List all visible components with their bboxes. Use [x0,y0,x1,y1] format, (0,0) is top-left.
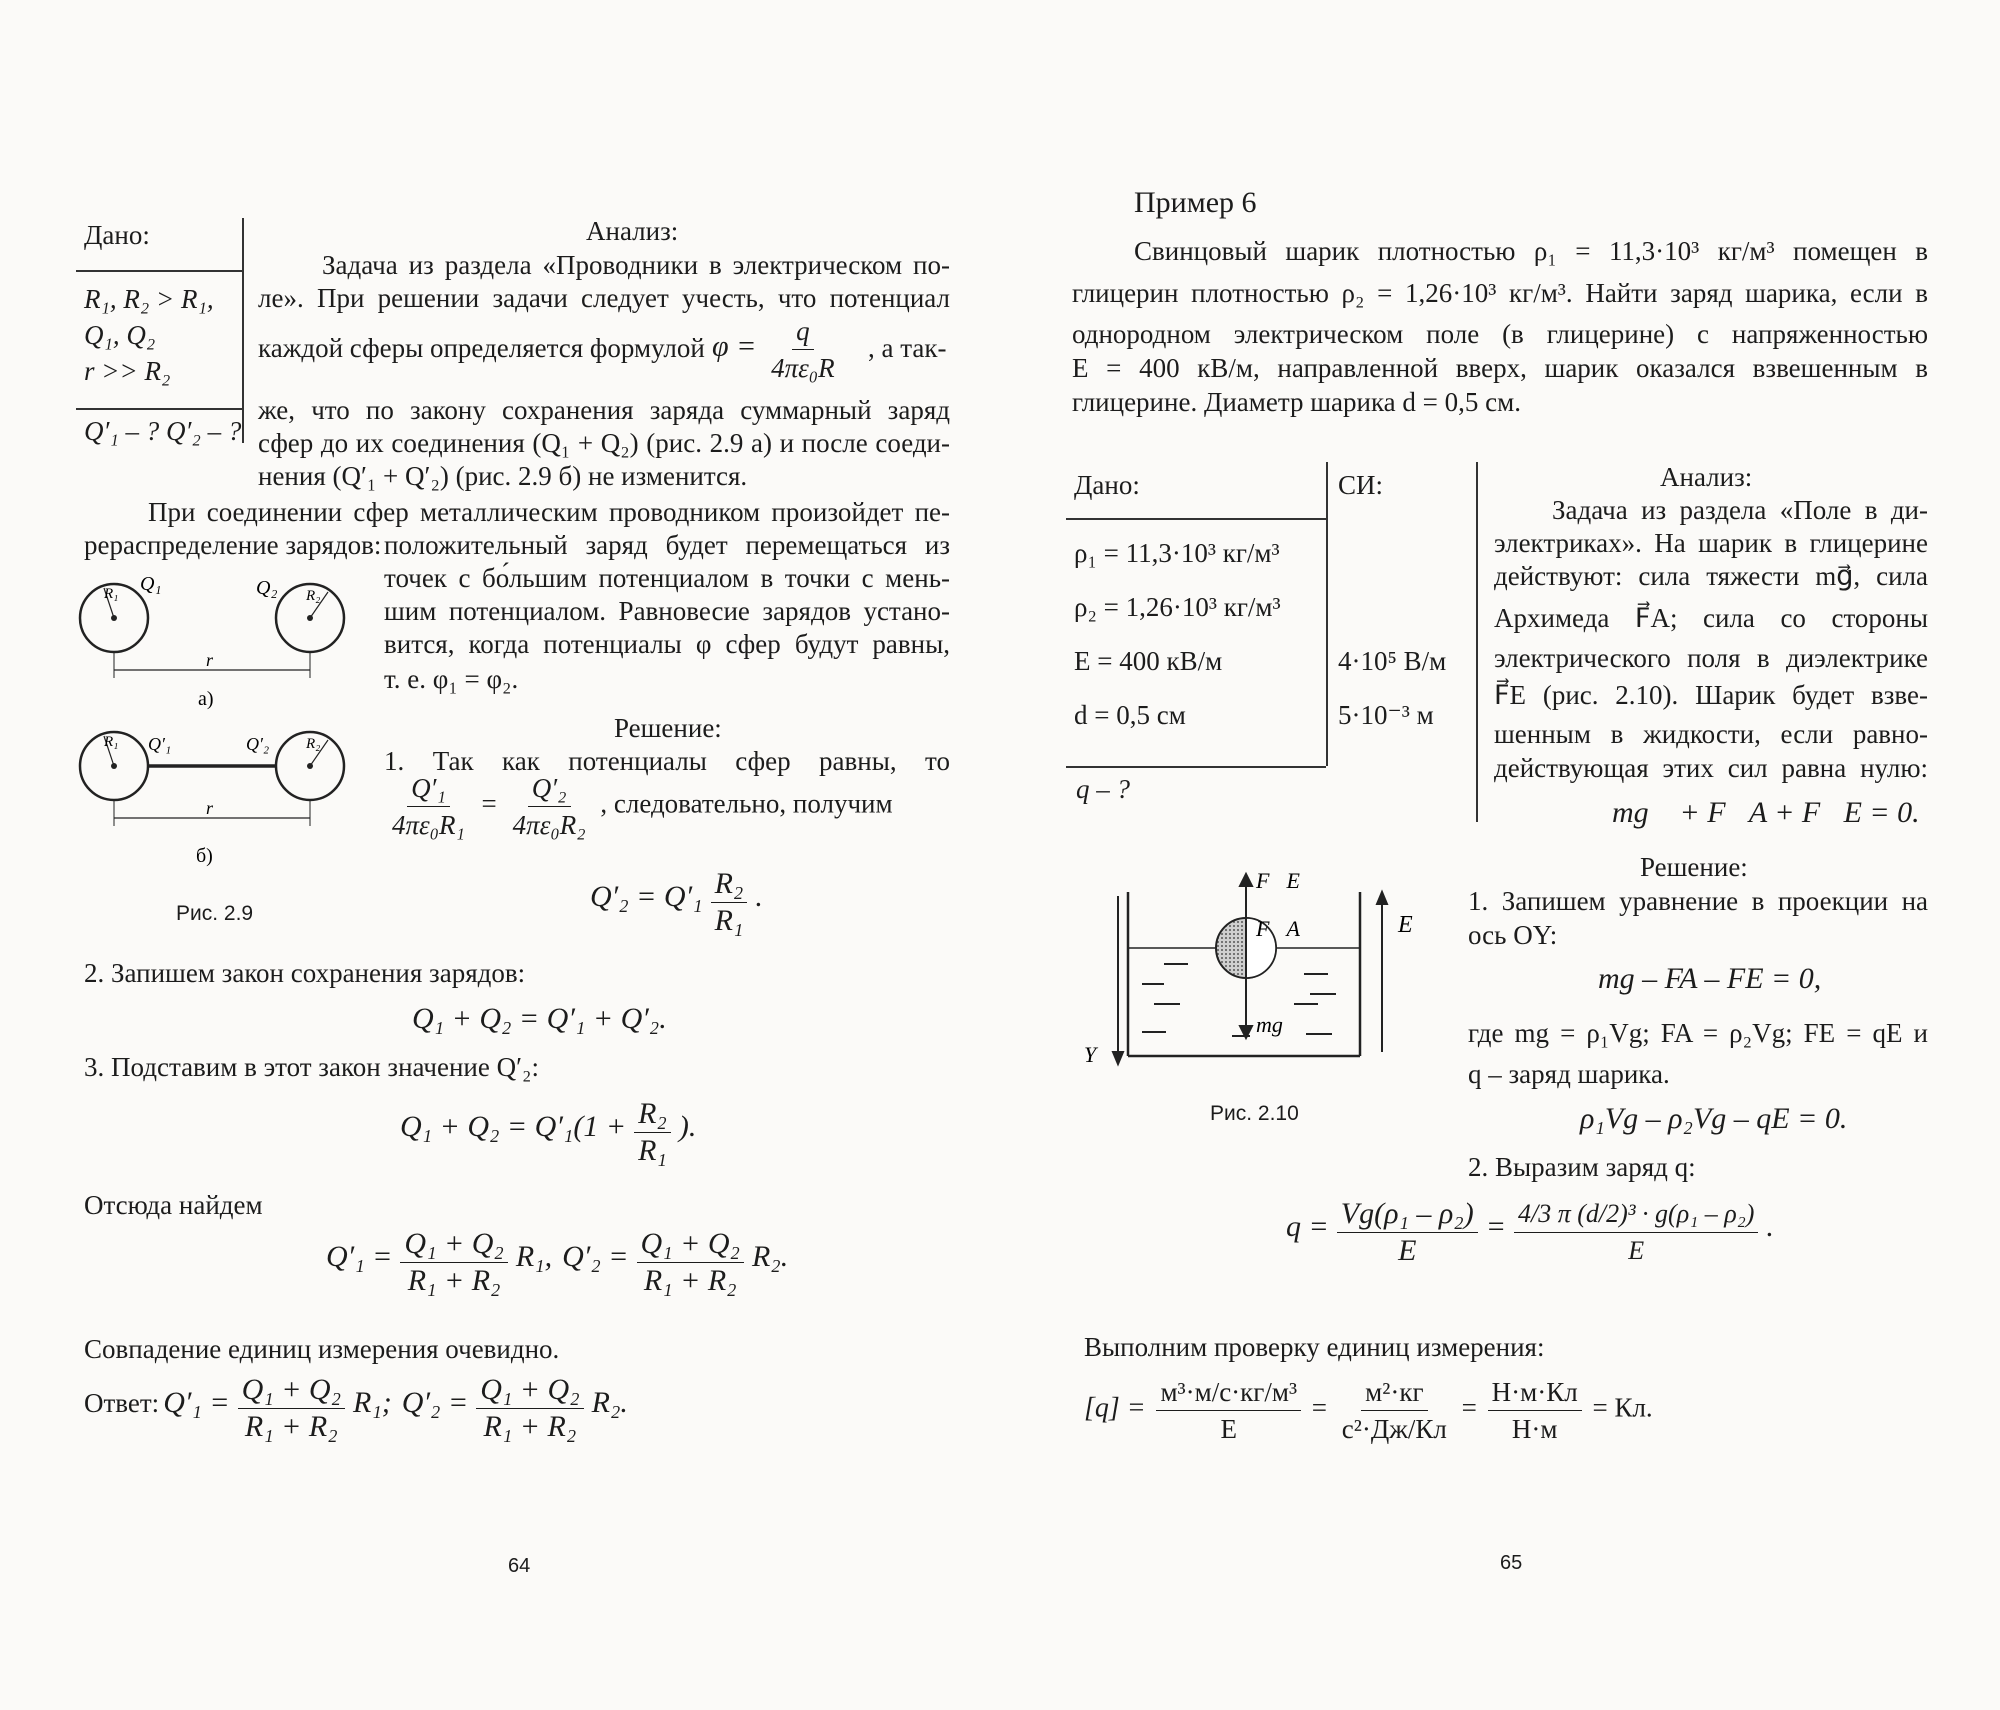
given-table-rule [1066,518,1326,520]
units-note: Совпадение единиц измерения очевидно. [84,1334,560,1364]
si-value: 4·10⁵ В/м [1338,646,1447,676]
step1-line: 1. Запишем уравнение в проекции на [1468,886,1928,916]
fig-label-mg: mg⃗ [1256,1012,1300,1037]
fig-label-r: r [206,798,214,818]
analysis-line: нения (Q′₁ + Q′₂) (рис. 2.9 б) не изменится. [258,461,748,491]
step2-text: 2. Выразим заряд q: [1468,1152,1696,1182]
fig-label-r: r [206,650,214,670]
where-line: q – заряд шарика. [1468,1059,1670,1089]
analysis-line: Задача из раздела «Поле в ди- [1552,495,1928,525]
analysis-line: действуют: сила тяжести mg⃗, сила [1494,561,1928,591]
analysis-title: Анализ: [1660,462,1753,492]
analysis-line: шенным в жидкости, если равно- [1494,719,1928,749]
paragraph-line: положительный заряд будет перемещаться из [384,530,950,560]
page-number: 65 [1500,1552,1523,1574]
fig-label-FE: F⃗E [1256,868,1300,893]
figure-2-9 [70,570,370,920]
step2-text: 2. Запишем закон сохранения зарядов: [84,958,526,988]
phi-formula: φ = $\frac{q}{\text{4πε₀R}}$ [712,313,843,386]
balance-equation: ρ₁Vg – ρ₂Vg – qE = 0. [1580,1102,1848,1135]
analysis-line: каждой сферы определяется формулой [258,333,705,363]
analysis-line: же, что по закону сохранения заряда суммарный заряд [258,395,950,425]
solution-title: Решение: [614,713,722,743]
given-row: E = 400 кВ/м [1074,646,1223,676]
paragraph-line: т. е. φ₁ = φ₂. [384,664,519,694]
given-header: Дано: [84,220,150,250]
projection-equation: mg – FA – FE = 0, [1598,962,1822,995]
analysis-line: действующая этих сил равна нулю: [1494,753,1928,783]
unknown-quantity: q – ? [1076,774,1130,804]
fig-label-Y: Y [1084,1042,1097,1067]
figure-caption: Рис. 2.9 [176,902,254,925]
substituted-equation: Q₁ + Q₂ = Q′₁(1 + $\frac{\text{R₂}}{\text{R₁}}$ ). [400,1097,697,1167]
given-row: ρ₂ = 1,26·10³ кг/м³ [1074,592,1281,622]
given-line: r >> R₂ [84,356,171,386]
step3-text: 3. Подставим в этот закон значение Q′₂: [84,1052,539,1082]
given-table-rule [76,270,242,272]
intro-line: глицерине. Диаметр шарика d = 0,5 см. [1072,387,1521,417]
si-value: 5·10⁻³ м [1338,700,1434,730]
step1-equation: $\frac{\text{Q′₁}}{\text{4πε₀R₁}}$ = $\frac{\text{Q′₂}}{\text{4πε₀R₂}}$ , следовательно, получим [384,770,893,843]
fig-label-R2: R₂ [306,588,321,604]
given-table-divider [242,218,244,443]
fig-label-Q1p: Q′₁ [148,734,172,754]
given-row: d = 0,5 см [1074,700,1186,730]
answer: Ответ: Q′₁ = $\frac{\text{Q₁ + Q₂}}{\text{R₁ + R₂}}$ R₁; Q′₂ = $\frac{\text{Q₁ + Q₂}}{\text{R₁ + R₂}}$ R₂. [84,1373,628,1443]
solution-title: Решение: [1640,852,1748,882]
step1-line: ось OY: [1468,920,1558,950]
intro-line: E = 400 кВ/м, направленной вверх, шарик оказался взвешенным в [1072,353,1928,383]
analysis-line: ле». При решении задачи следует учесть, что потенциал [258,283,950,313]
example-title: Пример 6 [1134,186,1257,219]
step1-result: Q′₂ = Q′₁ $\frac{\text{R₂}}{\text{R₁}}$ . [590,867,763,937]
fig-label-Q2p: Q′₂ [246,734,270,754]
paragraph-line: рераспределение зарядов: [84,530,382,560]
fig-label-b: б) [196,845,213,867]
page-number: 64 [508,1555,531,1577]
right-page [1000,0,2000,1710]
analysis-line: электрического поля в диэлектрике [1494,643,1928,673]
intro-line: однородном электрическом поле (в глицерине) с напряженностью [1072,319,1928,349]
given-line: Q₁, Q₂ [84,320,156,350]
forces-equation: mg⃗ + F⃗A + F⃗E = 0. [1612,796,1920,829]
where-line: где mg = ρ₁Vg; FA = ρ₂Vg; FE = qE и [1468,1018,1928,1048]
figure-2-10 [1080,856,1460,1096]
check-title: Выполним проверку единиц измерения: [1084,1332,1545,1362]
result-equations: Q′₁ = $\frac{\text{Q₁ + Q₂}}{\text{R₁ + R₂}}$ R₁, Q′₂ = $\frac{\text{Q₁ + Q₂}}{\text{R₁ + R₂}}$ R₂. [326,1227,789,1297]
fig-label-Q1: Q₁ [140,573,162,595]
units-formula: [q] = $\frac{\text{м³·м/с·кг/м³}}{Е}$ = $\frac{\text{м²·кг}}{\text{с²·Дж/Кл}}$ = $\frac{Н\cdot м\cdot Кл}{Н\cdot м}$ = Кл. [1084,1374,1653,1447]
paragraph-line: точек с бо́льшим потенциалом в точки с мень- [384,563,950,593]
paragraph-line: шим потенциалом. Равновесие зарядов устано- [384,596,950,626]
si-header: СИ: [1338,470,1384,500]
conservation-equation: Q₁ + Q₂ = Q′₁ + Q′₂. [412,1002,667,1035]
fig-label-R1: R₁ [104,734,119,750]
fig-label-R2: R₂ [306,736,321,752]
analysis-divider [1476,462,1478,822]
analysis-line: , а так- [868,333,947,363]
analysis-line: электриках». На шарик в глицерине [1494,528,1928,558]
intro-line: глицерин плотностью ρ₂ = 1,26·10³ кг/м³. Найти заряд шарика, если в [1072,278,1928,308]
fig-label-a: а) [198,688,214,710]
paragraph-line: При соединении сфер металлическим проводником произойдет пе- [148,497,950,527]
given-row: ρ₁ = 11,3·10³ кг/м³ [1074,538,1280,568]
unknown-quantity: Q′₁ – ? Q′₂ – ? [84,416,242,446]
analysis-title: Анализ: [586,216,679,246]
fig-label-FA: F⃗A [1256,916,1300,941]
step1-text: 1. Так как потенциалы сфер равны, то [384,746,950,776]
given-line: R₁, R₂ > R₁, [84,284,214,314]
given-table-rule [76,408,242,410]
fig-label-R1: R₁ [104,586,119,602]
hence-text: Отсюда найдем [84,1190,263,1220]
fig-label-Q2: Q₂ [256,577,278,599]
analysis-line: F⃗E (рис. 2.10). Шарик будет взве- [1494,680,1928,710]
analysis-line: Задача из раздела «Проводники в электрическом по- [322,250,950,280]
paragraph-line: вится, когда потенциалы φ сфер будут равны, [384,629,950,659]
si-divider [1326,462,1328,766]
given-table-rule [1066,766,1326,768]
intro-line: Свинцовый шарик плотностью ρ₁ = 11,3·10³ кг/м³ помещен в [1134,236,1928,266]
charge-formula: q = $\frac{\text{Vg(ρ₁ – ρ₂)}}{E}$ = $\frac{\text{4/3 π (d/2)³ · g(ρ₁ – ρ₂)}}{E}$ . [1286,1197,1774,1267]
analysis-line: Архимеда F⃗A; сила со стороны [1494,603,1928,633]
figure-caption: Рис. 2.10 [1210,1102,1299,1125]
fig-label-E: E⃗ [1398,912,1432,938]
given-header: Дано: [1074,470,1140,500]
analysis-line: сфер до их соединения (Q₁ + Q₂) (рис. 2.9 а) и после соеди- [258,428,950,458]
